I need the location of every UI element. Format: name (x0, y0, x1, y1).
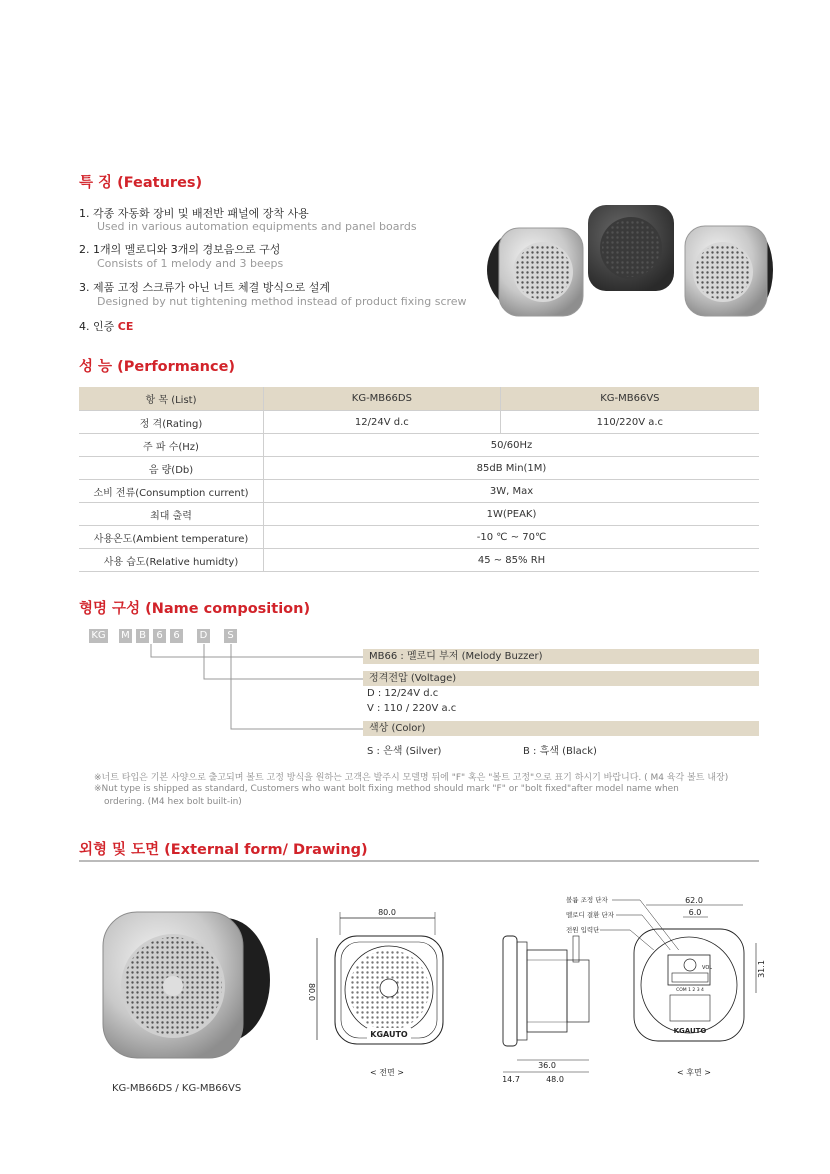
feature-2-en: Consists of 1 melody and 3 beeps (97, 257, 284, 270)
row-label: 최대 출력 (79, 503, 264, 526)
dim-height-80: 80.0 (307, 983, 316, 1001)
row-value-ds: 12/24V d.c (264, 411, 501, 434)
note-english-2: ordering. (M4 hex bolt built-in) (104, 797, 242, 807)
front-label: < 전면 > (370, 1068, 404, 1077)
color-black: B : 흑색 (Black) (523, 746, 597, 757)
row-label: 주 파 수(Hz) (79, 434, 264, 457)
code-part-6a: 6 (153, 629, 166, 643)
code-part-s: S (224, 629, 237, 643)
voltage-d: D : 12/24V d.c (367, 688, 439, 699)
feature-1-en: Used in various automation equipments and panel boards (97, 220, 417, 233)
brand-logo-rear: KGAUTO (673, 1027, 707, 1035)
row-label: 소비 전류(Consumption current) (79, 480, 264, 503)
note-korean: ※너트 타입은 기본 사양으로 출고되며 볼트 고정 방식을 원하는 고객은 발주시 모델명 뒤에 "F" 혹은 "볼트 고정"으로 표기 하시기 바랍니다. ( M4 육각 볼트 내장) (94, 773, 729, 783)
header-model-ds: KG-MB66DS (264, 387, 501, 411)
model-bar: MB66 : 멜로디 부저 (Melody Buzzer) (363, 649, 759, 664)
ce-mark-icon: CE (117, 320, 134, 333)
row-label: 사용온도(Ambient temperature) (79, 526, 264, 549)
row-value-vs: 110/220V a.c (500, 411, 759, 434)
drawing-caption: KG-MB66DS / KG-MB66VS (112, 1083, 242, 1094)
dim-depth-36: 36.0 (538, 1061, 556, 1070)
section-divider (79, 860, 759, 862)
rear-view-drawing (628, 893, 773, 1083)
naming-title: 형명 구성 (Name composition) (79, 601, 311, 617)
feature-3-en: Designed by nut tightening method instead of product fixing screw (97, 295, 467, 308)
row-value: 1W(PEAK) (264, 503, 760, 526)
header-list: 항 목 (List) (79, 387, 264, 411)
callout-melody: 멜로디 결환 단자 (566, 911, 615, 919)
code-part-b: B (136, 629, 149, 643)
callout-power: 전원 입력단 (566, 926, 600, 934)
brand-logo-front: KGAUTO (370, 1030, 408, 1039)
dim-rear-6: 6.0 (688, 908, 702, 917)
row-value: 50/60Hz (264, 434, 760, 457)
code-part-6b: 6 (170, 629, 183, 643)
performance-title: 성 능 (Performance) (79, 359, 236, 375)
rear-label: < 후면 > (677, 1068, 711, 1077)
drawing-title: 외형 및 도면 (External form/ Drawing) (79, 842, 368, 858)
terminal-labels: COM 1 2 3 4 (676, 988, 704, 993)
code-part-prefix: KG (89, 629, 108, 643)
voltage-bar: 정격전압 (Voltage) (363, 671, 759, 686)
voltage-v: V : 110 / 220V a.c (367, 703, 457, 714)
feature-3-ko: 3. 제품 고정 스크류가 아닌 너트 체결 방식으로 설계 (79, 281, 330, 294)
product-photo-large (95, 900, 275, 1070)
front-view-drawing (295, 900, 480, 1080)
row-label: 사용 습도(Relative humidty) (79, 549, 264, 572)
cert-label: 4. 인증 (79, 320, 115, 333)
note-english-1: ※Nut type is shipped as standard, Customers who want bolt fixing method should mark "F" or "bolt fixed"after model name when (94, 784, 679, 794)
row-value: -10 ℃ ~ 70℃ (264, 526, 760, 549)
row-label: 음 량(Db) (79, 457, 264, 480)
row-value: 3W, Max (264, 480, 760, 503)
vol-label: VOL (702, 965, 713, 971)
code-part-d: D (197, 629, 210, 643)
dim-rear-62: 62.0 (685, 896, 703, 905)
dim-rear-31: 31.1 (757, 960, 766, 978)
feature-1-ko: 1. 각종 자동화 장비 및 배전반 패널에 장착 사용 (79, 207, 309, 220)
dim-total-48: 48.0 (546, 1075, 564, 1084)
color-bar: 색상 (Color) (363, 721, 759, 736)
header-model-vs: KG-MB66VS (500, 387, 759, 411)
color-silver: S : 은색 (Silver) (367, 746, 442, 757)
row-label: 정 격(Rating) (79, 411, 264, 434)
callout-volume: 볼륨 조정 단자 (566, 896, 608, 904)
features-title: 특 징 (Features) (79, 175, 203, 191)
dim-width-80: 80.0 (378, 908, 396, 917)
row-value: 45 ~ 85% RH (264, 549, 760, 572)
feature-2-ko: 2. 1개의 멜로디와 3개의 경보음으로 구성 (79, 243, 281, 256)
dim-flange-14: 14.7 (502, 1075, 520, 1084)
code-part-m: M (119, 629, 132, 643)
row-value: 85dB Min(1M) (264, 457, 760, 480)
